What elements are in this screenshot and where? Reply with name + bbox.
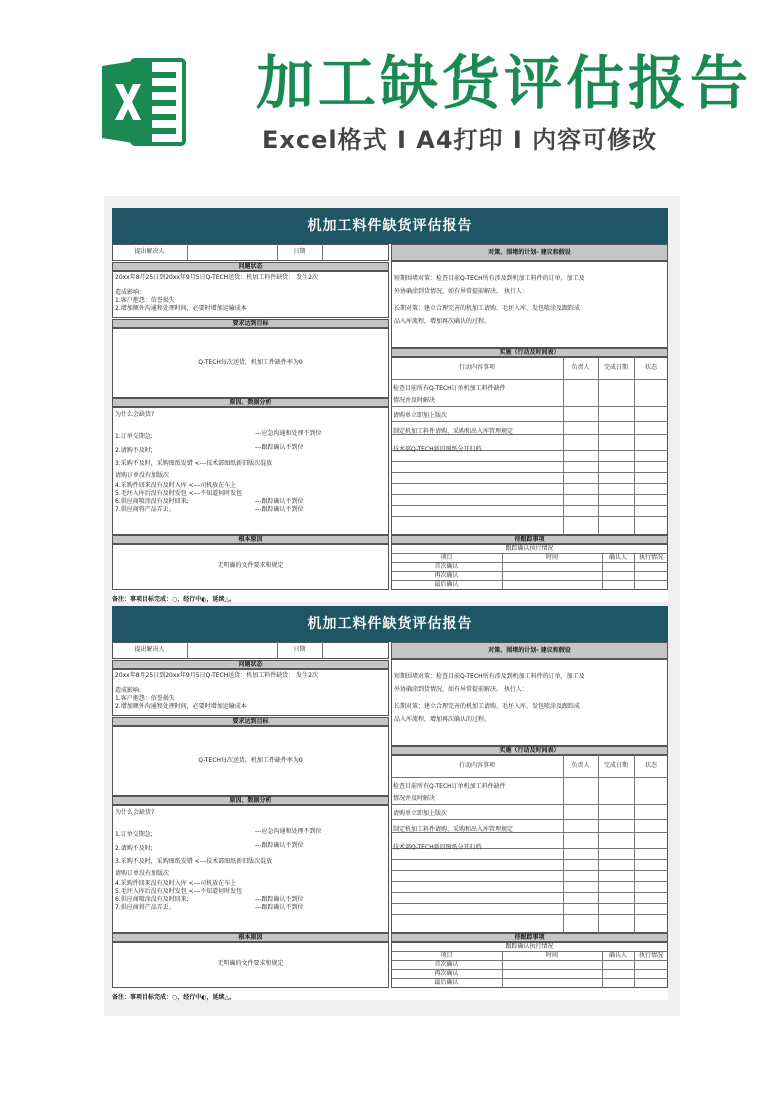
plan-header: 对策、围堵的计划- 建议和假设 xyxy=(391,244,668,261)
root-text: 无明确的文件要求和规定 xyxy=(217,960,284,967)
banner-subtitle: Excel格式 I A4打印 I 内容可修改 xyxy=(262,126,658,154)
impl-item: 技术部Q-TECH新旧图纸分开归档 xyxy=(393,446,482,453)
long-term-plan: 品入库流程，增加再次确认的过程。 xyxy=(394,716,491,723)
cause-remark: ---跟踪确认不到位 xyxy=(255,896,304,903)
excel-icon xyxy=(102,52,188,152)
target-header: 要求达到目标 xyxy=(112,717,389,726)
problem-line: 1.客户抱怨：信誉损失 xyxy=(115,297,175,304)
report-title: 机加工料件缺货评估报告 xyxy=(112,208,668,244)
date-label: 日期 xyxy=(293,248,306,255)
impl-item: 制定机加工料件请购、采购和出入库管理规定 xyxy=(393,428,514,435)
long-term-plan: 长期对策：建立合理完善的机加工请购、毛坯入库、发包喷涂及跟踪成 xyxy=(394,305,581,312)
followup-col: 项目 xyxy=(440,952,453,959)
impl-col-header: 行动内容事项 xyxy=(458,364,495,371)
impl-item: 检查目前所有Q-TECH订单机加工料件缺件 xyxy=(393,385,506,392)
followup-row: 最后确认 xyxy=(434,979,459,986)
impl-col-header: 状态 xyxy=(644,364,657,371)
cause-line: 6.供应商喷涂没有及时回来; xyxy=(115,498,189,505)
impl-col-header: 完成日期 xyxy=(603,364,628,371)
root-text: 无明确的文件要求和规定 xyxy=(217,562,284,569)
impl-item: 情况并及时解决 xyxy=(393,795,436,802)
submitter-label: 提出解决人 xyxy=(134,248,165,255)
followup-col: 确认人 xyxy=(608,952,627,959)
cause-remark: ---跟踪确认不到位 xyxy=(255,842,304,849)
cause-line: 2.请购不及时; xyxy=(115,845,153,852)
impl-item: 制定机加工料件请购、采购和出入库管理规定 xyxy=(393,826,514,833)
root-header: 根本原因 xyxy=(112,535,389,544)
cause-line: 为什么会缺货? xyxy=(115,809,155,816)
followup-header: 待跟踪事项 xyxy=(391,933,668,942)
cause-line: 4.采购件回来没有及时入库 <---司机放在车上 xyxy=(115,880,237,887)
problem-line: 1.客户抱怨：信誉损失 xyxy=(115,695,175,702)
legend-note: 备注：事项目标完成：○，经行中◐，延续△。 xyxy=(112,994,236,1001)
followup-header: 待跟踪事项 xyxy=(391,535,668,544)
followup-row: 再次确认 xyxy=(434,970,459,977)
long-term-plan: 长期对策：建立合理完善的机加工请购、毛坯入库、发包喷涂及跟踪成 xyxy=(394,703,581,710)
impl-item: 请购单立即加上版次 xyxy=(393,810,448,817)
cause-remark: ---应急沟通和处理不到位 xyxy=(255,828,322,835)
impl-col-header: 行动内容事项 xyxy=(458,762,495,769)
followup-col: 项目 xyxy=(440,554,453,561)
long-term-plan: 品入库流程，增加再次确认的过程。 xyxy=(394,318,491,325)
date-label: 日期 xyxy=(293,646,306,653)
banner-title: 加工缺货评估报告 xyxy=(256,49,753,117)
banner xyxy=(0,0,780,190)
impl-item: 检查目前所有Q-TECH订单机加工料件缺件 xyxy=(393,783,506,790)
submitter-label: 提出解决人 xyxy=(134,646,165,653)
cause-remark: ---应急沟通和处理不到位 xyxy=(255,430,322,437)
root-header: 根本原因 xyxy=(112,933,389,942)
cause-line: 3.采购不及时，采购图纸发错 <---技术部图纸新旧版次混放 xyxy=(115,858,273,865)
report-sheet-1 xyxy=(112,208,668,602)
cause-header: 原因、数据分析 xyxy=(112,398,389,407)
followup-col: 确认人 xyxy=(608,554,627,561)
followup-col: 执行情况 xyxy=(638,952,663,959)
impl-item: 情况并及时解决 xyxy=(393,397,436,404)
problem-header: 问题状态 xyxy=(112,262,389,271)
impl-col-header: 负责人 xyxy=(571,364,590,371)
cause-remark: ---跟踪确认不到位 xyxy=(255,498,304,505)
problem-line: 20xx年8月25日到20xx年9月5日Q-TECH送货：机加工料件缺货： 发生2次 xyxy=(115,672,318,679)
followup-sub: 跟踪确认执行情况 xyxy=(505,943,554,950)
target-text: Q-TECH每次送货，机加工件缺件率为0 xyxy=(198,757,303,764)
impl-header: 实施（行动及时间表） xyxy=(391,746,668,755)
followup-row: 首次确认 xyxy=(434,961,459,968)
cause-remark: ---跟踪确认不到位 xyxy=(255,506,304,513)
impl-col-header: 完成日期 xyxy=(603,762,628,769)
followup-col: 时间 xyxy=(545,952,558,959)
short-term-plan: 短期围堵对策：检查目前Q-TECH所有涉及到机加工料件的订单，加工及 xyxy=(394,275,585,282)
cause-line: 7.供应商将产品弄丢。 xyxy=(115,506,175,513)
cause-line: 1.订单交期急; xyxy=(115,831,153,838)
target-text: Q-TECH每次送货，机加工件缺件率为0 xyxy=(198,359,303,366)
problem-line: 造成影响: xyxy=(115,687,142,694)
problem-line: 2.增加额外沟通和处理时间，必要时增加运输成本 xyxy=(115,305,247,312)
cause-line: 5.毛坯入库后没有及时发包 <---不知道何时发包 xyxy=(115,888,243,895)
problem-line: 20xx年8月25日到20xx年9月5日Q-TECH送货：机加工料件缺货： 发生2次 xyxy=(115,274,318,281)
cause-line: 5.毛坯入库后没有及时发包 <---不知道何时发包 xyxy=(115,490,243,497)
cause-remark: ---跟踪确认不到位 xyxy=(255,444,304,451)
followup-row: 再次确认 xyxy=(434,572,459,579)
followup-row: 首次确认 xyxy=(434,563,459,570)
problem-header: 问题状态 xyxy=(112,660,389,669)
short-term-plan: 外协确涂到货情况，如有异常提前解决。 执行人： xyxy=(394,686,528,693)
report-title: 机加工料件缺货评估报告 xyxy=(112,606,668,642)
problem-line: 造成影响: xyxy=(115,289,142,296)
impl-col-header: 状态 xyxy=(644,762,657,769)
problem-line: 2.增加额外沟通和处理时间，必要时增加运输成本 xyxy=(115,703,247,710)
cause-box xyxy=(112,407,389,535)
cause-line: 3.采购不及时，采购图纸发错 <---技术部图纸新旧版次混放 xyxy=(115,460,273,467)
cause-line: 请购订单没有加版次 xyxy=(115,472,170,479)
cause-line: 2.请购不及时; xyxy=(115,447,153,454)
cause-box xyxy=(112,805,389,933)
cause-line: 为什么会缺货? xyxy=(115,411,155,418)
target-header: 要求达到目标 xyxy=(112,319,389,328)
cause-header: 原因、数据分析 xyxy=(112,796,389,805)
cause-line: 7.供应商将产品弄丢。 xyxy=(115,904,175,911)
followup-col: 执行情况 xyxy=(638,554,663,561)
impl-item: 请购单立即加上版次 xyxy=(393,412,448,419)
followup-col: 时间 xyxy=(545,554,558,561)
impl-col-header: 负责人 xyxy=(571,762,590,769)
report-sheet-2 xyxy=(112,606,668,1000)
cause-line: 6.供应商喷涂没有及时回来; xyxy=(115,896,189,903)
short-term-plan: 短期围堵对策：检查目前Q-TECH所有涉及到机加工料件的订单，加工及 xyxy=(394,673,585,680)
cause-remark: ---跟踪确认不到位 xyxy=(255,904,304,911)
short-term-plan: 外协确涂到货情况，如有异常提前解决。 执行人： xyxy=(394,288,528,295)
impl-header: 实施（行动及时间表） xyxy=(391,348,668,357)
cause-line: 请购订单没有加版次 xyxy=(115,870,170,877)
cause-line: 1.订单交期急; xyxy=(115,433,153,440)
cause-line: 4.采购件回来没有及时入库 <---司机放在车上 xyxy=(115,482,237,489)
followup-sub: 跟踪确认执行情况 xyxy=(505,545,554,552)
legend-note: 备注：事项目标完成：○，经行中◐，延续△。 xyxy=(112,596,236,603)
followup-row: 最后确认 xyxy=(434,581,459,588)
plan-header: 对策、围堵的计划- 建议和假设 xyxy=(391,642,668,659)
impl-item: 技术部Q-TECH新旧图纸分开归档 xyxy=(393,844,482,851)
